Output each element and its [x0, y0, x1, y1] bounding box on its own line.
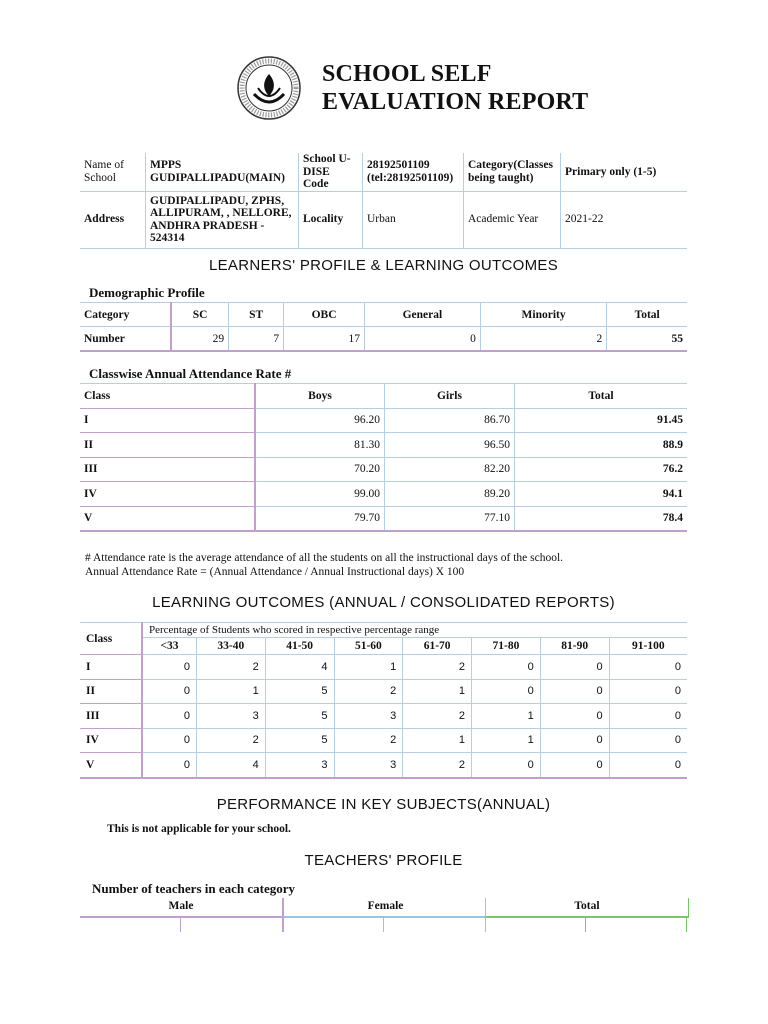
lo-value: 2	[403, 704, 472, 729]
demo-header: Category	[80, 303, 171, 327]
attendance-table	[80, 383, 687, 532]
teachers-female-header: Female	[282, 898, 487, 918]
att-header: Girls	[385, 384, 515, 409]
att-class: IV	[80, 482, 255, 507]
lo-value: 2	[334, 728, 403, 753]
att-girls: 86.70	[385, 408, 515, 433]
lo-value: 0	[472, 679, 541, 704]
demo-value: 2	[480, 327, 606, 352]
teachers-divider	[383, 918, 384, 932]
lo-value: 0	[609, 728, 687, 753]
attendance-note	[85, 551, 563, 579]
lo-value: 0	[609, 753, 687, 778]
att-total: 78.4	[515, 506, 688, 531]
att-class: III	[80, 457, 255, 482]
performance-message: This is not applicable for your school.	[107, 823, 291, 835]
teachers-title: TEACHERS' PROFILE	[304, 852, 463, 869]
att-header: Class	[80, 384, 255, 409]
teachers-divider	[282, 918, 284, 932]
att-total: 94.1	[515, 482, 688, 507]
lo-class: I	[80, 655, 142, 680]
lo-value: 2	[196, 728, 265, 753]
lo-class: IV	[80, 728, 142, 753]
udise-value: 28192501109 (tel:28192501109)	[363, 153, 464, 191]
demo-value: 7	[229, 327, 284, 352]
lo-value: 1	[196, 679, 265, 704]
att-class: II	[80, 433, 255, 458]
teachers-divider	[686, 918, 687, 932]
school-info-table	[80, 153, 687, 249]
demo-header: General	[364, 303, 480, 327]
lo-value: 1	[472, 728, 541, 753]
address-label: Address	[80, 191, 146, 248]
report-title	[322, 60, 588, 116]
lo-range-header: 41-50	[265, 638, 334, 655]
performance-title: PERFORMANCE IN KEY SUBJECTS(ANNUAL)	[216, 796, 551, 813]
lo-value: 0	[609, 679, 687, 704]
demo-header: ST	[229, 303, 284, 327]
att-girls: 82.20	[385, 457, 515, 482]
lo-value: 0	[142, 655, 196, 680]
lo-class: II	[80, 679, 142, 704]
learning-outcomes-title: LEARNING OUTCOMES (ANNUAL / CONSOLIDATED REPORTS)	[152, 594, 615, 611]
category-label: Category(Classes being taught)	[464, 153, 561, 191]
category-value: Primary only (1-5)	[561, 153, 688, 191]
learning-outcomes-table	[80, 622, 687, 779]
lo-value: 4	[196, 753, 265, 778]
lo-value: 0	[609, 655, 687, 680]
lo-value: 3	[334, 704, 403, 729]
att-total: 76.2	[515, 457, 688, 482]
lo-value: 0	[142, 753, 196, 778]
demo-value: 29	[171, 327, 229, 352]
year-value: 2021-22	[561, 191, 688, 248]
locality-value: Urban	[363, 191, 464, 248]
att-boys: 81.30	[255, 433, 385, 458]
learners-section-title: LEARNERS' PROFILE & LEARNING OUTCOMES	[208, 257, 559, 274]
lo-value: 0	[540, 728, 609, 753]
lo-value: 3	[196, 704, 265, 729]
lo-value: 0	[142, 679, 196, 704]
lo-value: 0	[472, 753, 541, 778]
demo-value: 0	[364, 327, 480, 352]
lo-value: 0	[142, 728, 196, 753]
lo-value: 2	[403, 753, 472, 778]
lo-value: 3	[334, 753, 403, 778]
lo-value: 2	[196, 655, 265, 680]
att-header: Boys	[255, 384, 385, 409]
att-girls: 96.50	[385, 433, 515, 458]
att-header: Total	[515, 384, 688, 409]
demo-header: Minority	[480, 303, 606, 327]
att-boys: 99.00	[255, 482, 385, 507]
lo-range-header: 71-80	[472, 638, 541, 655]
demo-header: OBC	[284, 303, 365, 327]
att-total: 91.45	[515, 408, 688, 433]
lo-range-header: 33-40	[196, 638, 265, 655]
demo-header: SC	[171, 303, 229, 327]
demographic-table	[80, 302, 687, 352]
att-boys: 79.70	[255, 506, 385, 531]
demo-row-label: Number	[80, 327, 171, 352]
lo-value: 5	[265, 679, 334, 704]
udise-label: School U-DISE Code	[299, 153, 363, 191]
teachers-total-header: Total	[485, 898, 689, 918]
lo-range-header: 91-100	[609, 638, 687, 655]
lo-value: 1	[403, 728, 472, 753]
lo-class-header: Class	[80, 623, 142, 655]
lo-value: 0	[142, 704, 196, 729]
address-value: GUDIPALLIPADU, ZPHS, ALLIPURAM, , NELLORE, ANDHRA PRADESH - 524314	[146, 191, 299, 248]
lo-value: 1	[403, 679, 472, 704]
lo-value: 2	[334, 679, 403, 704]
lo-value: 0	[472, 655, 541, 680]
att-boys: 70.20	[255, 457, 385, 482]
demo-value: 55	[607, 327, 687, 352]
lo-range-header: 61-70	[403, 638, 472, 655]
demo-value: 17	[284, 327, 365, 352]
report-title-line1: SCHOOL SELF	[322, 61, 492, 87]
report-title-line2: EVALUATION REPORT	[322, 89, 589, 115]
lo-range-header: 81-90	[540, 638, 609, 655]
niepa-emblem-icon	[236, 48, 302, 128]
lo-class: III	[80, 704, 142, 729]
lo-class: V	[80, 753, 142, 778]
lo-value: 1	[472, 704, 541, 729]
attendance-note-line2: Annual Attendance Rate = (Annual Attendance / Annual Instructional days) X 100	[85, 566, 465, 578]
att-total: 88.9	[515, 433, 688, 458]
lo-value: 5	[265, 728, 334, 753]
teachers-divider	[180, 918, 181, 932]
lo-value: 0	[609, 704, 687, 729]
demo-header: Total	[607, 303, 687, 327]
teachers-divider	[485, 918, 486, 932]
lo-value: 0	[540, 679, 609, 704]
lo-value: 0	[540, 704, 609, 729]
att-class: I	[80, 408, 255, 433]
attendance-title: Classwise Annual Attendance Rate #	[89, 366, 292, 381]
attendance-note-line1: # Attendance rate is the average attendance of all the students on all the instructional days of the school.	[85, 552, 564, 564]
lo-value: 4	[265, 655, 334, 680]
lo-value: 2	[403, 655, 472, 680]
lo-value: 5	[265, 704, 334, 729]
att-girls: 77.10	[385, 506, 515, 531]
att-boys: 96.20	[255, 408, 385, 433]
demographic-title: Demographic Profile	[89, 285, 205, 300]
att-girls: 89.20	[385, 482, 515, 507]
lo-value: 1	[334, 655, 403, 680]
att-class: V	[80, 506, 255, 531]
lo-value: 0	[540, 655, 609, 680]
lo-value: 3	[265, 753, 334, 778]
lo-value: 0	[540, 753, 609, 778]
year-label: Academic Year	[464, 191, 561, 248]
lo-range-header: <33	[142, 638, 196, 655]
lo-span-header: Percentage of Students who scored in respective percentage range	[142, 623, 687, 638]
teachers-male-header: Male	[80, 898, 282, 918]
name-label: Name of School	[80, 153, 146, 191]
locality-label: Locality	[299, 191, 363, 248]
teachers-subtitle: Number of teachers in each category	[92, 881, 296, 896]
teachers-divider	[585, 918, 586, 932]
name-value: MPPS GUDIPALLIPADU(MAIN)	[146, 153, 299, 191]
lo-range-header: 51-60	[334, 638, 403, 655]
